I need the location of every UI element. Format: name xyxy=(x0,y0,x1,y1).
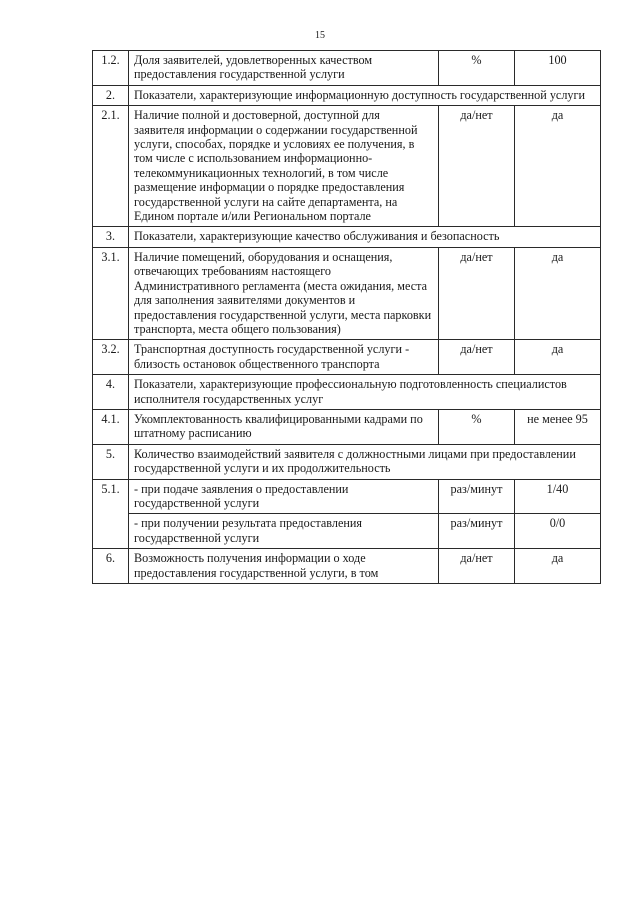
row-value: да xyxy=(515,106,601,227)
row-unit: да/нет xyxy=(439,247,515,339)
row-description: Доля заявителей, удовлетворенных качеством предоставления государственной услуги xyxy=(129,51,439,86)
row-number: 3.2. xyxy=(93,340,129,375)
row-description: Наличие полной и достоверной, доступной для заявителя информации о содержании государственной услуги, способах, порядке и условиях ее получения, в том числе с использованием информационно-телекоммуникационных технологий, в том числе размещение информации о порядке предоставления государственной услуги на сайте департамента, на Едином портале и/или Региональном портале xyxy=(129,106,439,227)
section-title: Показатели, характеризующие информационную доступность государственной услуги xyxy=(129,85,601,105)
section-row xyxy=(93,85,601,105)
row-value: не менее 95 xyxy=(515,409,601,444)
row-description: Транспортная доступность государственной услуги - близость остановок общественного транспорта xyxy=(129,340,439,375)
row-unit: раз/минут xyxy=(439,514,515,549)
row-value: да xyxy=(515,340,601,375)
row-description: Наличие помещений, оборудования и оснащения, отвечающих требованиям настоящего Административного регламента (места ожидания, места для заполнения заявителями документов и предоставления государственной услуги, места парковки транспорта, места общего пользования) xyxy=(129,247,439,339)
table-row xyxy=(93,409,601,444)
row-unit: да/нет xyxy=(439,106,515,227)
section-title: Показатели, характеризующие качество обслуживания и безопасность xyxy=(129,227,601,247)
row-number: 4.1. xyxy=(93,409,129,444)
row-value: да xyxy=(515,247,601,339)
section-row xyxy=(93,375,601,410)
row-value: да xyxy=(515,549,601,584)
table-row xyxy=(93,514,601,549)
section-number: 4. xyxy=(93,375,129,410)
row-unit: % xyxy=(439,51,515,86)
row-unit: раз/минут xyxy=(439,479,515,514)
table-row xyxy=(93,340,601,375)
table-row xyxy=(93,549,601,584)
row-number: 2.1. xyxy=(93,106,129,227)
row-number: 6. xyxy=(93,549,129,584)
table-row xyxy=(93,247,601,339)
row-description: - при получении результата предоставления государственной услуги xyxy=(129,514,439,549)
section-title: Количество взаимодействий заявителя с должностными лицами при предоставлении государственной услуги и их продолжительность xyxy=(129,444,601,479)
section-number: 5. xyxy=(93,444,129,479)
row-number: 1.2. xyxy=(93,51,129,86)
section-row xyxy=(93,444,601,479)
section-title: Показатели, характеризующие профессиональную подготовленность специалистов исполнителя государственных услуг xyxy=(129,375,601,410)
row-unit: % xyxy=(439,409,515,444)
indicators-table xyxy=(92,50,601,584)
row-description: Укомплектованность квалифицированными кадрами по штатному расписанию xyxy=(129,409,439,444)
row-value: 0/0 xyxy=(515,514,601,549)
section-number: 2. xyxy=(93,85,129,105)
row-unit: да/нет xyxy=(439,549,515,584)
row-description: Возможность получения информации о ходе предоставления государственной услуги, в том xyxy=(129,549,439,584)
table-row xyxy=(93,479,601,514)
section-number: 3. xyxy=(93,227,129,247)
table-row xyxy=(93,106,601,227)
row-number: 3.1. xyxy=(93,247,129,339)
row-value: 1/40 xyxy=(515,479,601,514)
table-row xyxy=(93,51,601,86)
row-value: 100 xyxy=(515,51,601,86)
row-description: - при подаче заявления о предоставлении государственной услуги xyxy=(129,479,439,514)
section-row xyxy=(93,227,601,247)
row-unit: да/нет xyxy=(439,340,515,375)
page-number: 15 xyxy=(315,30,325,41)
row-number: 5.1. xyxy=(93,479,129,549)
